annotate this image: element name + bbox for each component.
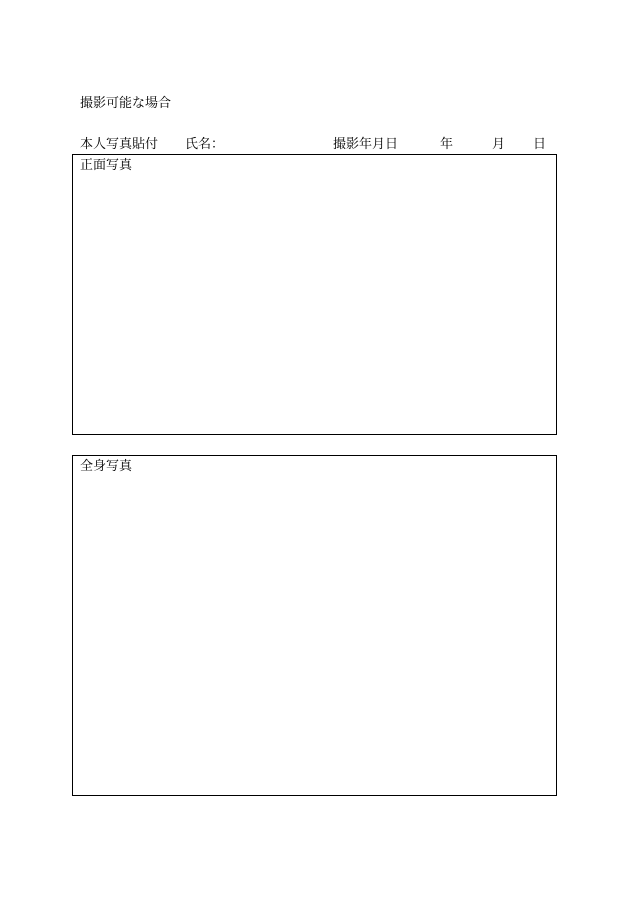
month-unit: 月 [492,137,506,152]
front-photo-label: 正面写真 [80,158,133,173]
year-unit: 年 [440,137,454,152]
photo-attach-label: 本人写真貼付 [80,137,159,152]
full-body-photo-label: 全身写真 [80,459,133,474]
full-body-photo-box [72,455,557,796]
photo-info-row [0,137,630,153]
section-heading: 撮影可能な場合 [80,96,172,111]
front-photo-box [72,154,557,435]
day-unit: 日 [533,137,547,152]
shooting-date-label: 撮影年月日 [333,137,399,152]
name-label: 氏名： [185,137,225,152]
